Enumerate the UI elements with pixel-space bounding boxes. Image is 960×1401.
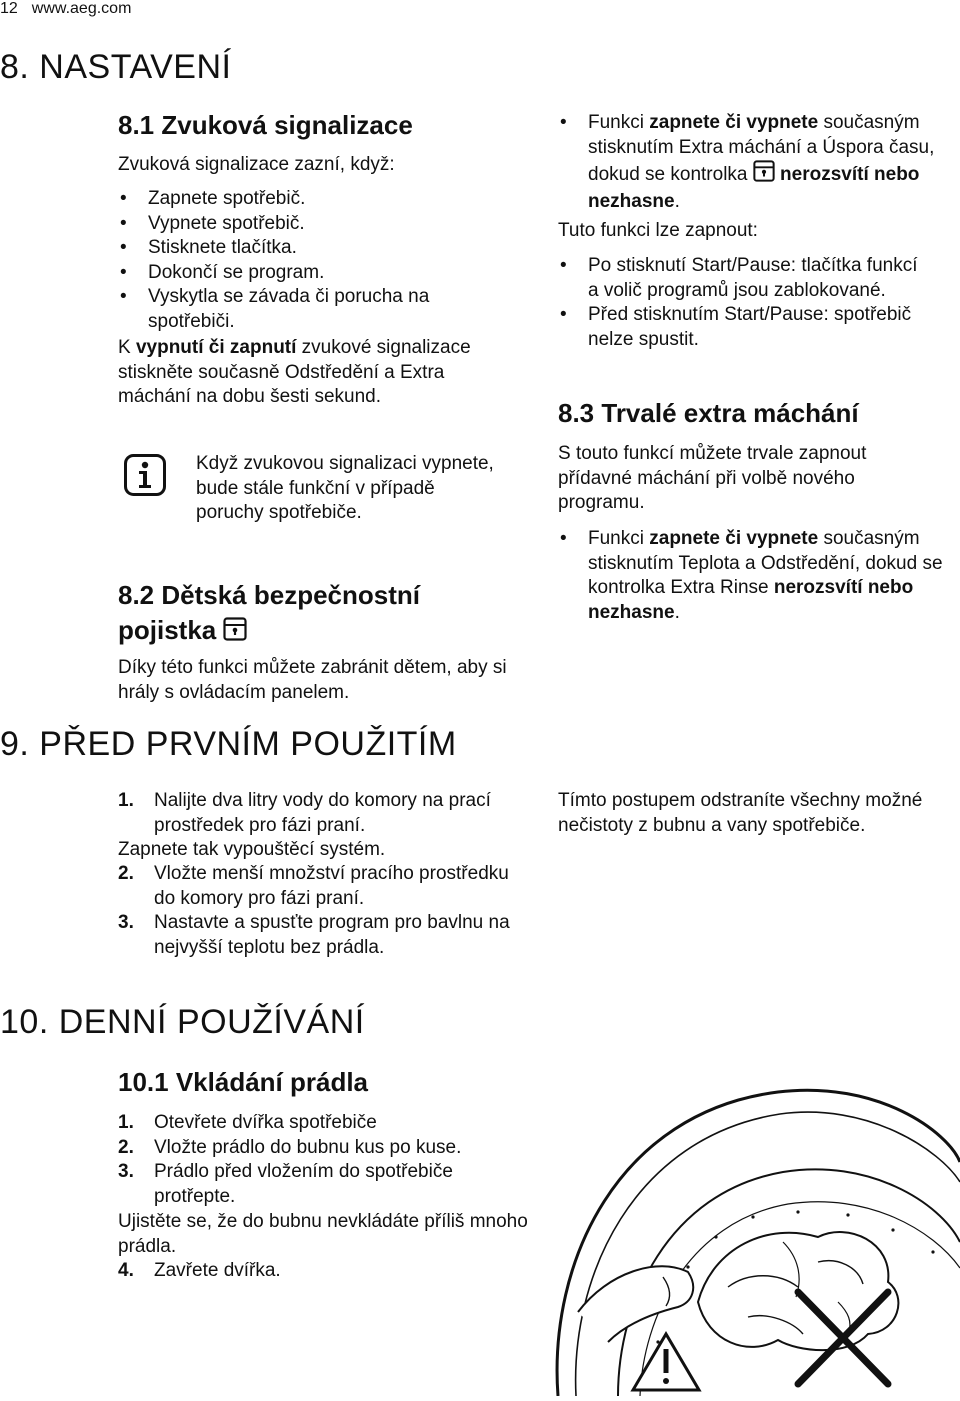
- child-lock-icon: [753, 160, 775, 190]
- list-item: • Zapnete spotřebič.: [118, 187, 518, 212]
- child-lock-icon: [223, 615, 247, 650]
- list-item: • Vypnete spotřebič.: [118, 212, 518, 237]
- list-item: • Před stisknutím Start/Pause: spotřebič nelze spustit.: [558, 303, 918, 352]
- list-item: • Funkci zapnete či vypnete současným stisknutím Teplota a Odstředění, dokud se kontrolka Extra Rinse nerozsvítí nebo nezhasne.: [558, 527, 948, 625]
- section-8-1-intro: Zvuková signalizace zazní, když:: [118, 154, 395, 175]
- section-8-1-title: 8.1 Zvuková signalizace: [118, 110, 413, 140]
- chapter-8-title: 8. NASTAVENÍ: [0, 48, 232, 86]
- child-lock-conditions: [558, 254, 918, 352]
- section-8-3-text: S touto funkcí můžete trvale zapnout přídavné máchání při volbě nového programu.: [558, 443, 867, 514]
- sound-bullet-list: [118, 187, 518, 335]
- extra-rinse-bullet: [558, 527, 948, 625]
- section-10-1-title: 10.1 Vkládání prádla: [118, 1067, 369, 1097]
- first-use-steps: [118, 789, 518, 838]
- section-8-3-title: 8.3 Trvalé extra máchání: [558, 398, 859, 428]
- loading-steps-end: [118, 1259, 518, 1284]
- list-item: • Funkci zapnete či vypnete současným stisknutím Extra máchání a Úspora času, dokud se kontrolka nerozsvítí nebo nezhasne.: [558, 111, 958, 214]
- chapter-10-title: 10. DENNÍ POUŽÍVÁNÍ: [0, 1003, 365, 1041]
- list-item: 3. Nastavte a spusťte program pro bavlnu na nejvyšší teplotu bez prádla.: [118, 912, 510, 958]
- list-item: 4. Zavřete dvířka.: [118, 1260, 281, 1281]
- loading-note: Ujistěte se, že do bubnu nevkládáte příliš mnoho prádla.: [118, 1211, 528, 1257]
- info-note: Když zvukovou signalizaci vypnete, bude stále funkční v případě poruchy spotřebiče.: [196, 453, 494, 524]
- first-use-result: Tímto postupem odstraníte všechny možné nečistoty z bubnu a vany spotřebiče.: [558, 790, 923, 836]
- section-8-2-title: 8.2 Dětská bezpečnostní pojistka: [118, 578, 420, 650]
- list-item: 3. Prádlo před vložením do spotřebiče protřepte.: [118, 1161, 453, 1207]
- chapter-9-title: 9. PŘED PRVNÍM POUŽITÍM: [0, 725, 457, 763]
- list-item: • Stisknete tlačítka.: [118, 236, 518, 261]
- loading-steps: [118, 1111, 528, 1209]
- list-item: • Vyskytla se závada či porucha na spotřebiči.: [118, 285, 518, 334]
- page-number: 12: [0, 0, 18, 17]
- drum-illustration: [548, 1072, 960, 1401]
- page-header: [0, 0, 145, 18]
- warning-icon: [633, 1334, 699, 1390]
- child-lock-bullet: [558, 111, 958, 214]
- list-item: 1. Nalijte dva litry vody do komory na prací prostředek pro fázi praní.: [118, 790, 491, 836]
- list-item: 1. Otevřete dvířka spotřebiče: [118, 1112, 377, 1133]
- list-item: • Dokončí se program.: [118, 261, 518, 286]
- list-item: 2. Vložte menší množství pracího prostředku do komory pro fázi praní.: [118, 863, 509, 909]
- can-enable-label: Tuto funkci lze zapnout:: [558, 220, 758, 241]
- list-item: 2. Vložte prádlo do bubnu kus po kuse.: [118, 1136, 462, 1158]
- first-use-steps-cont: [118, 862, 518, 960]
- list-item: • Po stisknutí Start/Pause: tlačítka funkcí a volič programů jsou zablokované.: [558, 254, 918, 303]
- step1-extra: Zapnete tak vypouštěcí systém.: [118, 839, 386, 860]
- info-icon: [124, 454, 166, 501]
- site-url: www.aeg.com: [31, 0, 132, 17]
- sound-toggle-paragraph: K vypnutí či zapnutí zvukové signalizace stiskněte současně Odstředění a Extra máchání na dobu šesti sekund.: [118, 337, 471, 408]
- section-8-2-text: Díky této funkci můžete zabránit dětem, aby si hrály s ovládacím panelem.: [118, 657, 507, 703]
